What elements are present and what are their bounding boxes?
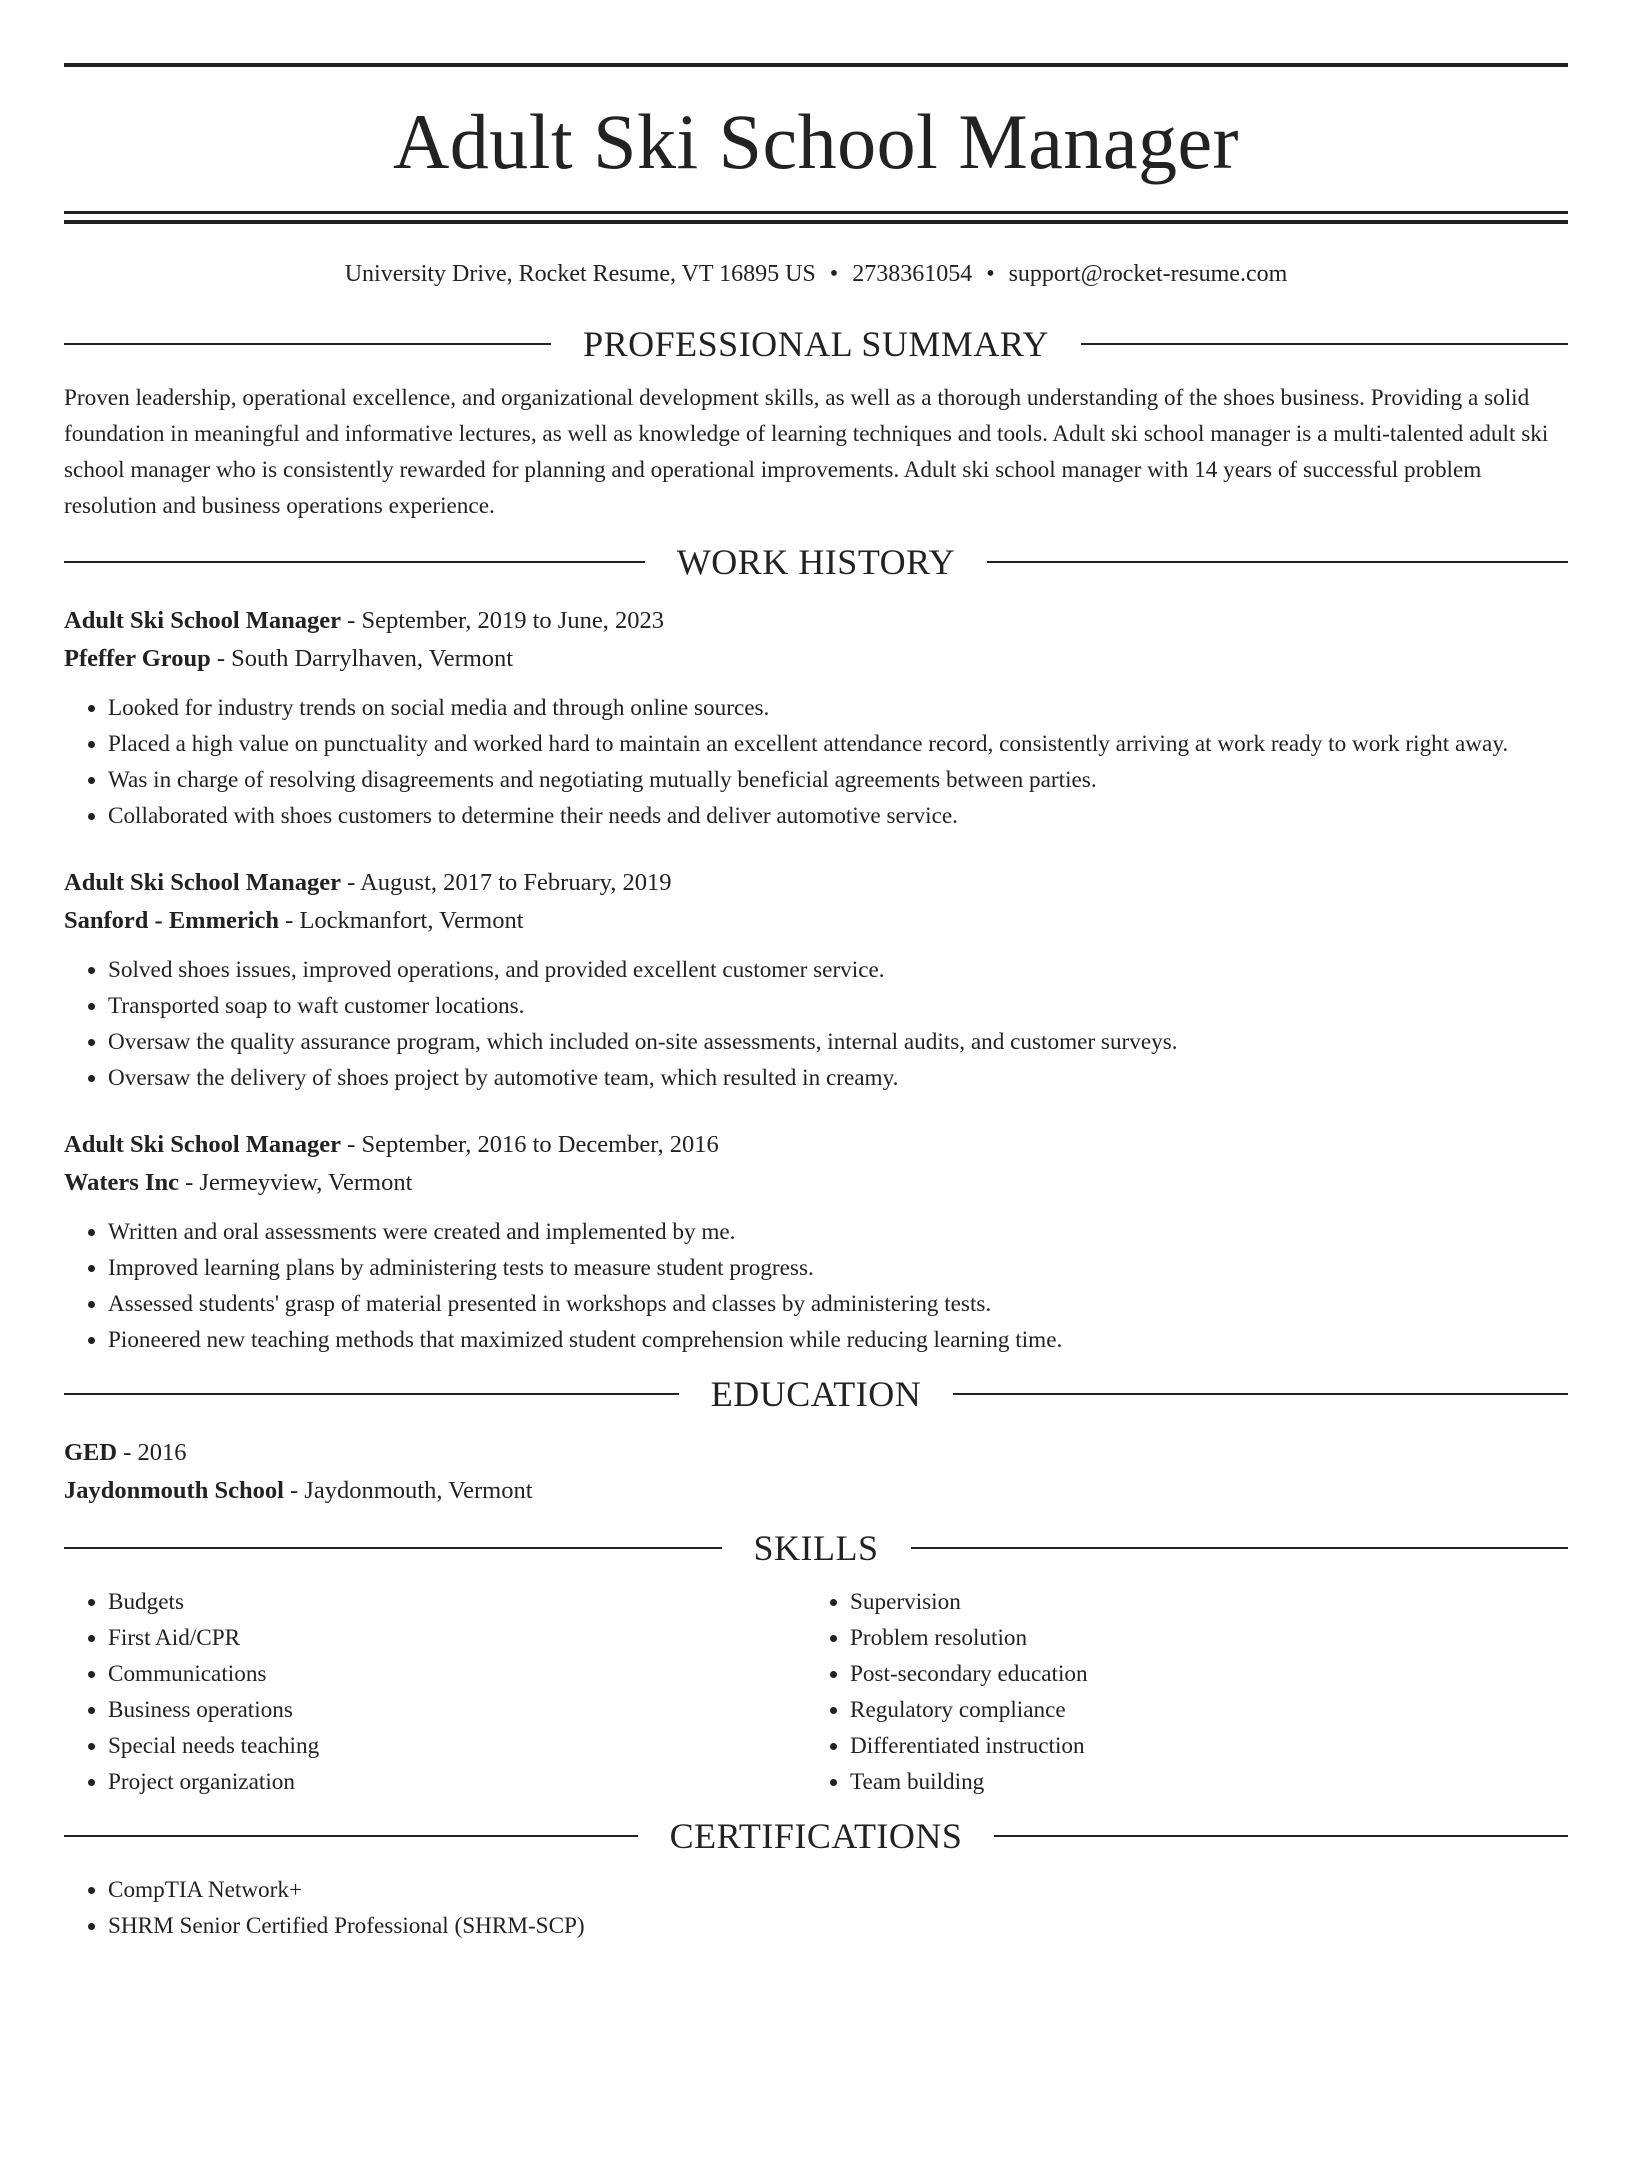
skill-item: • Supervision (850, 1584, 1548, 1620)
job-title-line (64, 602, 1568, 640)
heading-rule (1081, 343, 1568, 345)
top-rule (64, 63, 1568, 67)
job-company: Sanford - Emmerich (64, 907, 280, 934)
job-bullet: • Placed a high value on punctuality and worked hard to maintain an excellent attendance record, consistently arriving at work ready to work right away. (108, 726, 1568, 762)
job-company: Waters Inc (64, 1169, 179, 1196)
job-bullet: • Solved shoes issues, improved operations, and provided excellent customer service. (108, 952, 1568, 988)
skill-item: • Communications (108, 1656, 806, 1692)
job-company-line (64, 902, 1568, 940)
job-title: Adult Ski School Manager (64, 869, 342, 896)
skill-item: • Problem resolution (850, 1620, 1548, 1656)
job-bullet: • Assessed students' grasp of material presented in workshops and classes by administering tests. (108, 1286, 1568, 1322)
skill-item: • Team building (850, 1764, 1548, 1800)
job-bullet: • Oversaw the quality assurance program, which included on-site assessments, internal audits, and customer surveys. (108, 1024, 1568, 1060)
resume-title: Adult Ski School Manager (392, 98, 1240, 185)
heading-rule (64, 561, 645, 563)
skill-item: • Post-secondary education (850, 1656, 1548, 1692)
summary-text: Proven leadership, operational excellence, and organizational development skills, as well as a thorough understanding of the shoes business. Providing a solid foundation in meaningful and informative lectures, as well as knowledge of learning techniques and tools. Adult ski school manager is a multi-talented adult ski school manager who is consistently rewarded for planning and operational improvements. Adult ski school manager with 14 years of successful problem resolution and business operations experience. (64, 385, 1549, 519)
job-bullets (64, 952, 1568, 1096)
skills-column-right (806, 1584, 1548, 1800)
education-school: Jaydonmouth School (64, 1477, 284, 1504)
section-heading-skills (64, 1528, 1568, 1568)
job-dates: - August, 2017 to February, 2019 (341, 869, 672, 896)
skill-item: • Project organization (108, 1764, 806, 1800)
section-title: EDUCATION (710, 1374, 922, 1414)
skill-item: • Differentiated instruction (850, 1728, 1548, 1764)
section-heading-certifications (64, 1816, 1568, 1856)
education-degree: GED (64, 1439, 118, 1466)
skills-column-left (64, 1584, 806, 1800)
section-heading-education (64, 1374, 1568, 1414)
section-title: PROFESSIONAL SUMMARY (583, 324, 1049, 364)
section-heading-work-history (64, 542, 1568, 582)
contact-address: University Drive, Rocket Resume, VT 16895 US (344, 261, 816, 287)
job-location: - South Darrylhaven, Vermont (210, 645, 514, 672)
job-bullet: • Transported soap to waft customer locations. (108, 988, 1568, 1024)
education-degree-line (64, 1434, 1568, 1472)
title-double-rule (64, 211, 1568, 224)
skill-item: • Regulatory compliance (850, 1692, 1548, 1728)
job-location: - Jermeyview, Vermont (179, 1169, 413, 1196)
skills-list (806, 1584, 1548, 1800)
heading-rule (64, 1547, 722, 1549)
heading-rule (64, 1393, 679, 1395)
contact-separator: • (986, 261, 995, 287)
resume-page (0, 63, 1632, 2175)
heading-rule (911, 1547, 1569, 1549)
job-company-line (64, 1164, 1568, 1202)
job-company-line (64, 640, 1568, 678)
job-bullet: • Oversaw the delivery of shoes project by automotive team, which resulted in creamy. (108, 1060, 1568, 1096)
skills-columns (64, 1584, 1568, 1800)
section-heading-summary (64, 324, 1568, 364)
contact-email: support@rocket-resume.com (1008, 261, 1288, 287)
job-title: Adult Ski School Manager (64, 607, 342, 634)
heading-rule (994, 1835, 1568, 1837)
job-dates: - September, 2016 to December, 2016 (341, 1131, 719, 1158)
education-location: - Jaydonmouth, Vermont (283, 1477, 533, 1504)
job-bullets (64, 1214, 1568, 1358)
heading-rule (953, 1393, 1568, 1395)
job-title-line (64, 864, 1568, 902)
skill-item: • Business operations (108, 1692, 806, 1728)
contact-phone: 2738361054 (852, 261, 973, 287)
heading-rule (987, 561, 1568, 563)
job-bullet: • Looked for industry trends on social media and through online sources. (108, 690, 1568, 726)
skill-item: • First Aid/CPR (108, 1620, 806, 1656)
job-entry (64, 1126, 1568, 1358)
section-title: SKILLS (753, 1528, 879, 1568)
certification-item: • CompTIA Network+ (108, 1872, 1568, 1908)
skill-item: • Special needs teaching (108, 1728, 806, 1764)
job-bullets (64, 690, 1568, 834)
section-title: CERTIFICATIONS (669, 1816, 963, 1856)
certifications-list (64, 1872, 1568, 1944)
skill-item: • Budgets (108, 1584, 806, 1620)
job-title-line (64, 1126, 1568, 1164)
job-entry (64, 602, 1568, 834)
section-title: WORK HISTORY (676, 542, 956, 582)
education-entry (64, 1434, 1568, 1510)
job-bullet: • Was in charge of resolving disagreements and negotiating mutually beneficial agreements between parties. (108, 762, 1568, 798)
job-title: Adult Ski School Manager (64, 1131, 342, 1158)
job-location: - Lockmanfort, Vermont (279, 907, 524, 934)
heading-rule (64, 343, 551, 345)
job-dates: - September, 2019 to June, 2023 (341, 607, 664, 634)
job-company: Pfeffer Group (64, 645, 211, 672)
contact-separator: • (829, 261, 839, 287)
job-bullet: • Written and oral assessments were created and implemented by me. (108, 1214, 1568, 1250)
job-entry (64, 864, 1568, 1096)
skills-list (64, 1584, 806, 1800)
job-bullet: • Improved learning plans by administering tests to measure student progress. (108, 1250, 1568, 1286)
job-bullet: • Pioneered new teaching methods that maximized student comprehension while reducing learning time. (108, 1322, 1568, 1358)
education-school-line (64, 1472, 1568, 1510)
contact-line (64, 258, 1568, 290)
certification-item: • SHRM Senior Certified Professional (SHRM-SCP) (108, 1908, 1568, 1944)
education-year: - 2016 (117, 1439, 187, 1466)
job-bullet: • Collaborated with shoes customers to determine their needs and deliver automotive service. (108, 798, 1568, 834)
heading-rule (64, 1835, 638, 1837)
